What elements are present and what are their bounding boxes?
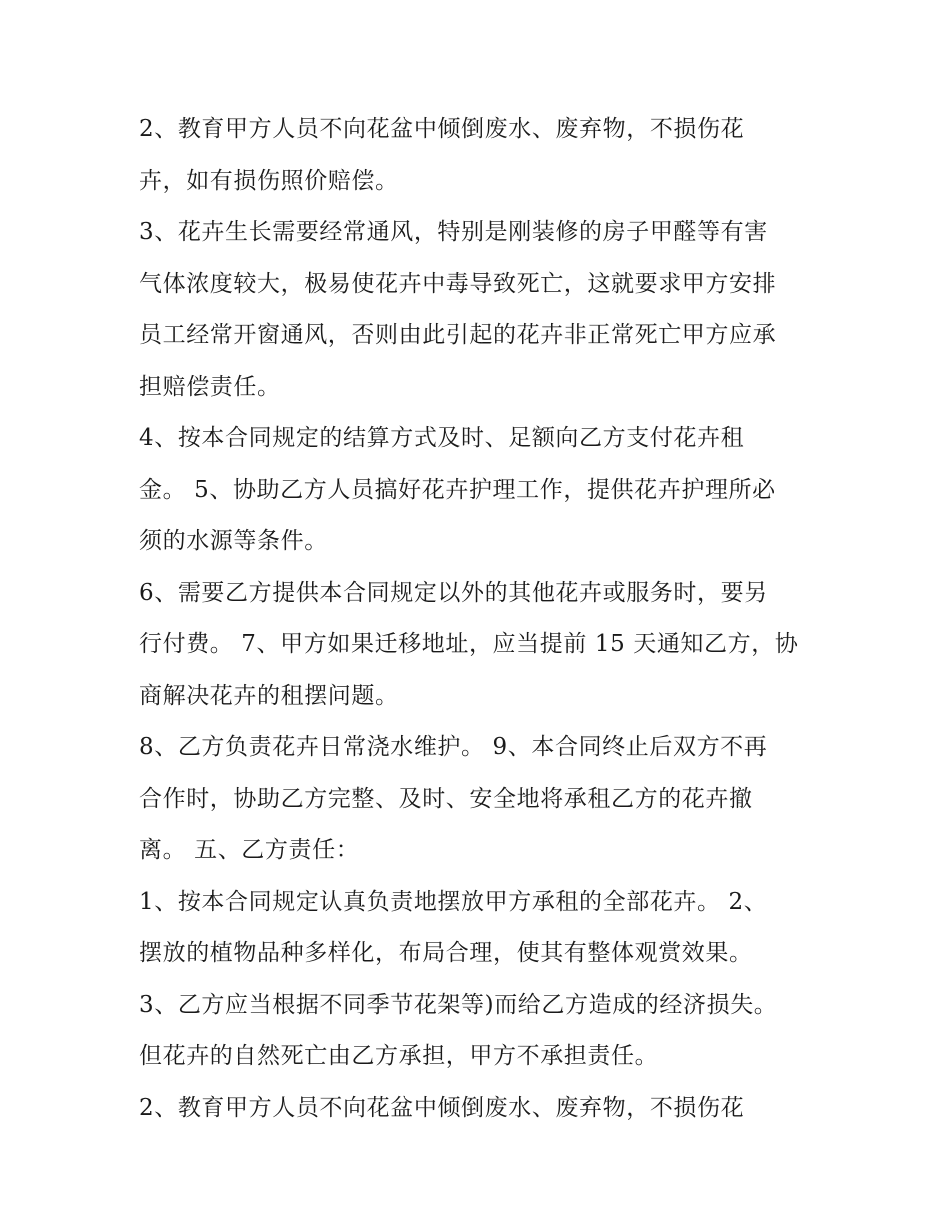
paragraph-line: 3、乙方应当根据不同季节花架等)而给乙方造成的经济损失。	[139, 991, 778, 1018]
paragraph-line: 担赔偿责任。	[139, 373, 281, 400]
paragraph-item-2-education-repeat	[139, 1083, 829, 1135]
paragraph-line: 离。 五、乙方责任：	[139, 837, 360, 863]
paragraph-line: 4、按本合同规定的结算方式及时、足额向乙方支付花卉租	[139, 425, 745, 451]
paragraph-line: 1、按本合同规定认真负责地摆放甲方承租的全部花卉。 2、	[139, 888, 768, 915]
paragraph-item-2-education	[139, 104, 829, 207]
paragraph-line: 摆放的植物品种多样化，布局合理，使其有整体观赏效果。	[139, 940, 753, 966]
document-body	[139, 104, 829, 1134]
paragraph-item-1-placement	[139, 877, 829, 980]
paragraph-item-3-seasons	[139, 980, 829, 1083]
paragraph-line: 金。 5、协助乙方人员搞好花卉护理工作，提供花卉护理所必	[139, 476, 776, 503]
paragraph-line: 6、需要乙方提供本合同规定以外的其他花卉或服务时，要另	[139, 579, 768, 606]
paragraph-line: 但花卉的自然死亡由乙方承担，甲方不承担责任。	[139, 1043, 659, 1069]
paragraph-line: 员工经常开窗通风，否则由此引起的花卉非正常死亡甲方应承	[139, 322, 777, 348]
paragraph-line: 2、教育甲方人员不向花盆中倾倒废水、废弃物，不损伤花	[139, 116, 745, 142]
paragraph-line: 行付费。 7、甲方如果迁移地址，应当提前 15 天通知乙方，协	[139, 631, 799, 657]
paragraph-line: 卉，如有损伤照价赔偿。	[139, 167, 399, 194]
paragraph-line: 须的水源等条件。	[139, 528, 328, 554]
paragraph-item-3-ventilation	[139, 207, 829, 413]
paragraph-line: 8、乙方负责花卉日常浇水维护。 9、本合同终止后双方不再	[139, 734, 768, 760]
paragraph-line: 气体浓度较大，极易使花卉中毒导致死亡，这就要求甲方安排	[139, 270, 777, 297]
paragraph-item-8-maintenance	[139, 722, 829, 877]
paragraph-item-6-extra-service	[139, 568, 829, 723]
paragraph-line: 商解决花卉的租摆问题。	[139, 682, 399, 709]
paragraph-line: 3、花卉生长需要经常通风，特别是刚装修的房子甲醛等有害	[139, 219, 768, 245]
paragraph-line: 2、教育甲方人员不向花盆中倾倒废水、废弃物，不损伤花	[139, 1094, 745, 1121]
paragraph-line: 合作时，协助乙方完整、及时、安全地将承租乙方的花卉撤	[139, 785, 753, 812]
paragraph-item-4-payment	[139, 413, 829, 568]
